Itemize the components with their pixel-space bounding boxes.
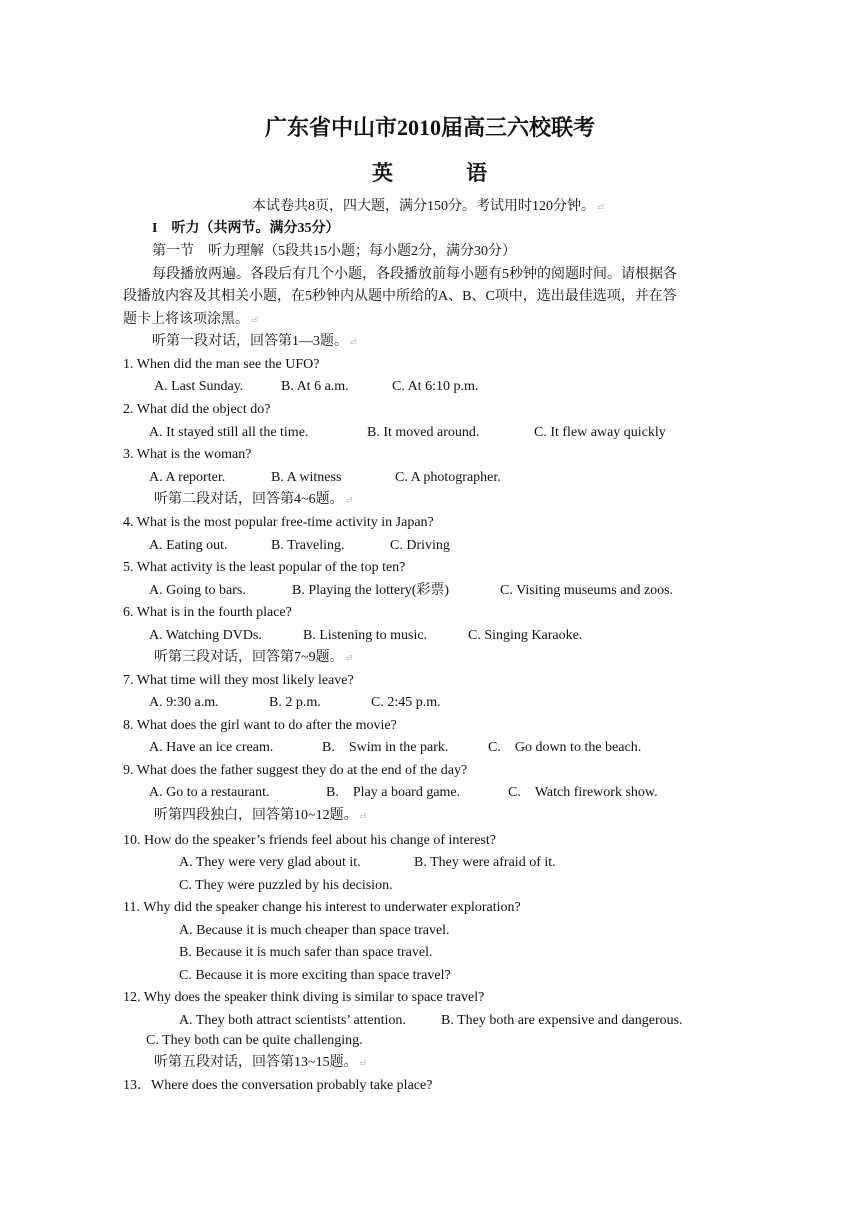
question: 9. What does the father suggest they do at the end of the day? [123, 763, 468, 778]
option: A. Last Sunday. [154, 379, 244, 394]
option: B. Listening to music. [303, 628, 428, 643]
option: C. 2:45 p.m. [371, 695, 441, 710]
subject-char-1: 英 [372, 161, 393, 185]
option: A. Watching DVDs. [149, 628, 262, 643]
option: C. Go down to the beach. [488, 740, 642, 755]
option: A. Going to bars. [149, 583, 246, 598]
option: C. They both can be quite challenging. [146, 1033, 363, 1048]
option: C. Because it is more exciting than space travel? [179, 968, 451, 983]
option: A. 9:30 a.m. [149, 695, 219, 710]
question: 7. What time will they most likely leave? [123, 673, 354, 688]
option: C. They were puzzled by his decision. [179, 878, 393, 893]
option: A. They both attract scientists’ attention. [179, 1013, 406, 1028]
option: C. At 6:10 p.m. [392, 379, 479, 394]
question: 11. Why did the speaker change his interest to underwater exploration? [123, 900, 521, 915]
section-heading: I 听力（共两节。满分35分） [152, 221, 340, 236]
exam-intro: 本试卷共8页，四大题，满分150分。考试用时120分钟。 ⏎ [252, 199, 604, 214]
option: C. Singing Karaoke. [468, 628, 583, 643]
segment-heading: 听第二段对话，回答第4~6题。 ⏎ [154, 492, 353, 507]
question: 3. What is the woman? [123, 447, 252, 462]
option: B. Traveling. [271, 538, 345, 553]
option: B. Playing the lottery(彩票) [292, 583, 450, 598]
option: A. Have an ice cream. [149, 740, 274, 755]
option: A. Eating out. [149, 538, 228, 553]
question: 13．Where does the conversation probably take place? [123, 1078, 433, 1093]
option: C. Driving [390, 538, 450, 553]
option: B. At 6 a.m. [281, 379, 349, 394]
option: A. They were very glad about it. [179, 855, 361, 870]
option: C. Visiting museums and zoos. [500, 583, 674, 598]
part-heading: 第一节 听力理解（5段共15小题；每小题2分，满分30分） [152, 244, 516, 259]
segment-heading: 听第五段对话，回答第13~15题。 ⏎ [154, 1055, 367, 1070]
question: 8. What does the girl want to do after the movie? [123, 718, 397, 733]
paragraph-mark-icon: ⏎ [350, 338, 357, 347]
option: B. It moved around. [367, 425, 480, 440]
question: 1. When did the man see the UFO? [123, 357, 320, 372]
paragraph-mark-icon: ⏎ [345, 654, 353, 663]
question: 6. What is in the fourth place? [123, 605, 292, 620]
option: B. 2 p.m. [269, 695, 321, 710]
option: A. Go to a restaurant. [149, 785, 270, 800]
paragraph-mark-icon: ⏎ [597, 203, 604, 212]
paragraph-mark-icon: ⏎ [251, 316, 258, 325]
option: C. It flew away quickly [534, 425, 666, 440]
option: B. Play a board game. [326, 785, 461, 800]
option: B. They were afraid of it. [414, 855, 556, 870]
question: 12. Why does the speaker think diving is similar to space travel? [123, 990, 485, 1005]
option: C. A photographer. [395, 470, 501, 485]
question: 2. What did the object do? [123, 402, 271, 417]
option: B. They both are expensive and dangerous. [441, 1013, 683, 1028]
option: B. Because it is much safer than space travel. [179, 945, 433, 960]
option: B. Swim in the park. [322, 740, 449, 755]
instruction-line: 题卡上将该项涂黑。 ⏎ [123, 312, 258, 327]
option: A. It stayed still all the time. [149, 425, 309, 440]
question: 10. How do the speaker’s friends feel about his change of interest? [123, 833, 496, 848]
paragraph-mark-icon: ⏎ [345, 496, 353, 505]
segment-heading: 听第三段对话，回答第7~9题。 ⏎ [154, 650, 353, 665]
option: C. Watch firework show. [508, 785, 658, 800]
segment-heading: 听第四段独白，回答第10~12题。 ⏎ [154, 808, 367, 823]
question: 5. What activity is the least popular of the top ten? [123, 560, 406, 575]
instruction-line: 每段播放两遍。各段后有几个小题，各段播放前每小题有5秒钟的阅题时间。请根据各 [152, 267, 677, 282]
segment-heading: 听第一段对话，回答第1—3题。 ⏎ [152, 334, 357, 349]
option: B. A witness [271, 470, 342, 485]
page-title: 广东省中山市2010届高三六校联考 [264, 115, 595, 140]
option: A. Because it is much cheaper than space travel. [179, 923, 450, 938]
subject-char-2: 语 [466, 161, 487, 185]
paragraph-mark-icon: ⏎ [359, 1059, 367, 1068]
option: A. A reporter. [149, 470, 226, 485]
paragraph-mark-icon: ⏎ [359, 812, 367, 821]
question: 4. What is the most popular free-time activity in Japan? [123, 515, 434, 530]
instruction-line: 段播放内容及其相关小题，在5秒钟内从题中所给的A、B、C项中，选出最佳选项，并在答 [123, 289, 677, 304]
